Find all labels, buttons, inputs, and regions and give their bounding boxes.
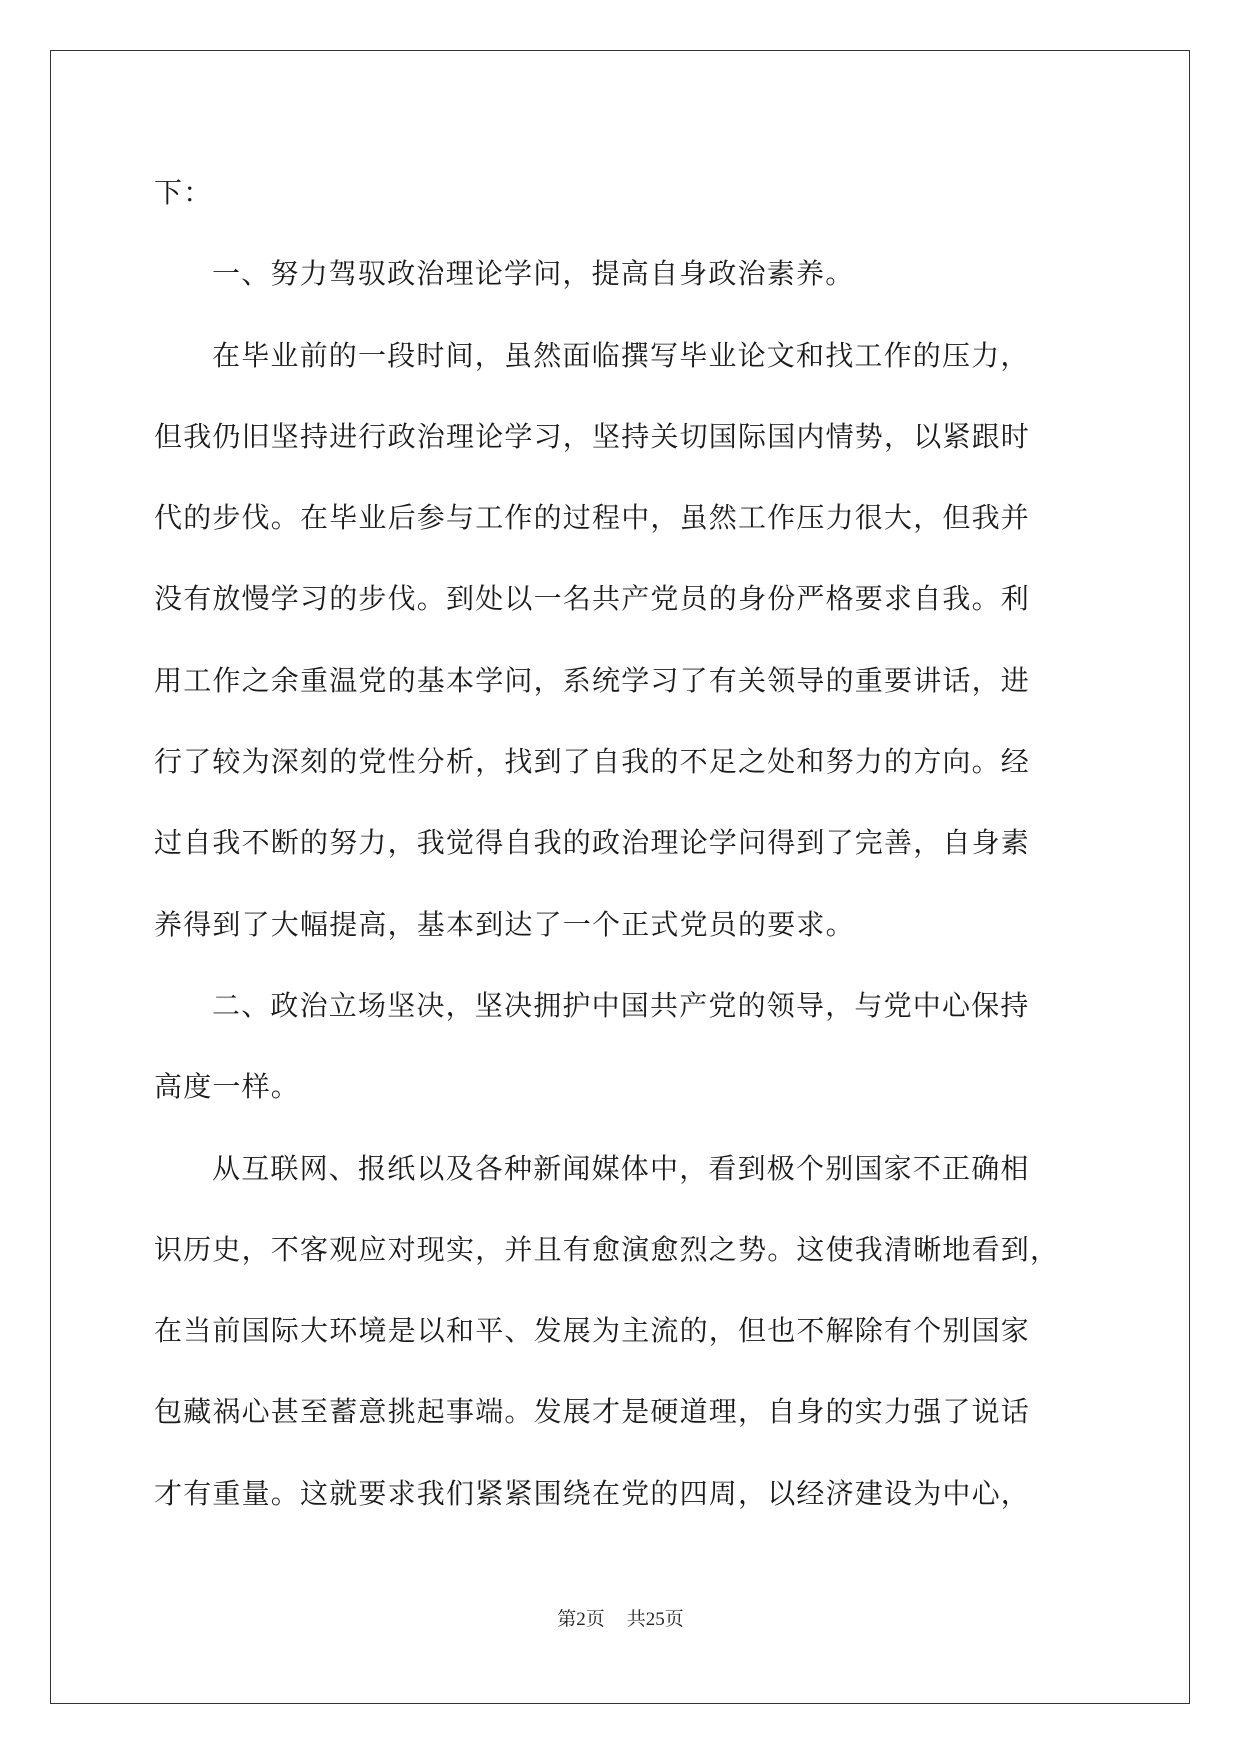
text-line: 养得到了大幅提高，基本到达了一个正式党员的要求。 bbox=[154, 907, 855, 941]
text-line: 过自我不断的努力，我觉得自我的政治理论学问得到了完善，自身素 bbox=[154, 826, 1031, 860]
text-line: 下： bbox=[154, 176, 213, 209]
text-line: 没有放慢学习的步伐。到处以一名共产党员的身份严格要求自我。利 bbox=[154, 582, 1031, 616]
text-line: 才有重量。这就要求我们紧紧围绕在党的四周，以经济建设为中心， bbox=[154, 1476, 1031, 1510]
page-footer bbox=[0, 1604, 1241, 1631]
text-line: 在毕业前的一段时间，虽然面临撰写毕业论文和找工作的压力， bbox=[212, 338, 1030, 372]
text-line: 从互联网、报纸以及各种新闻媒体中，看到极个别国家不正确相 bbox=[212, 1151, 1030, 1185]
text-line: 一、努力驾驭政治理论学问，提高自身政治素养。 bbox=[212, 257, 855, 291]
text-line: 在当前国际大环境是以和平、发展为主流的，但也不解除有个别国家 bbox=[154, 1314, 1031, 1348]
document-body bbox=[154, 165, 1094, 1547]
text-line: 包藏祸心甚至蓄意挑起事端。发展才是硬道理，自身的实力强了说话 bbox=[154, 1395, 1031, 1429]
text-line: 高度一样。 bbox=[154, 1070, 301, 1104]
text-line: 但我仍旧坚持进行政治理论学习，坚持关切国际国内情势，以紧跟时 bbox=[154, 419, 1031, 453]
text-line: 用工作之余重温党的基本学问，系统学习了有关领导的重要讲话，进 bbox=[154, 663, 1031, 697]
text-line: 代的步伐。在毕业后参与工作的过程中，虽然工作压力很大，但我并 bbox=[154, 501, 1031, 535]
text-line: 识历史，不客观应对现实，并且有愈演愈烈之势。这使我清晰地看到， bbox=[154, 1232, 1060, 1266]
total-page-count: 共25页 bbox=[626, 1609, 684, 1630]
text-line: 二、政治立场坚决，坚决拥护中国共产党的领导，与党中心保持 bbox=[212, 988, 1030, 1022]
text-line: 行了较为深刻的党性分析，找到了自我的不足之处和努力的方向。经 bbox=[154, 745, 1031, 779]
current-page-number: 第2页 bbox=[557, 1609, 605, 1630]
